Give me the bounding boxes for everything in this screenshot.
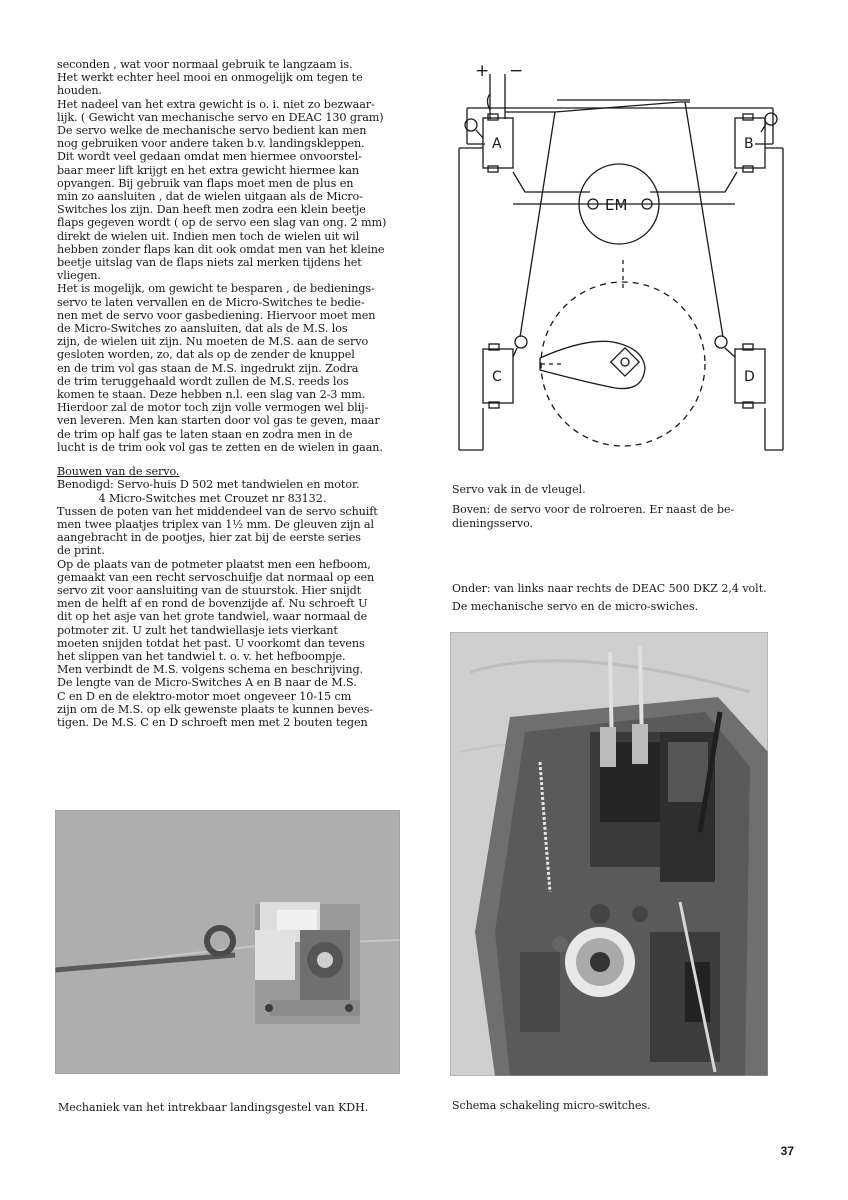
text-line: en de trim vol gas staan de M.S. ingedrukt zijn. Zodra	[57, 361, 359, 375]
text-line: Het werkt echter heel mooi en onmogelijk om tegen te	[57, 71, 363, 85]
caption-onder-1: Onder: van links naar rechts de DEAC 500 DKZ 2,4 volt.	[452, 582, 767, 595]
text-line: servo te laten vervallen en de Micro-Switches te bedie-	[57, 295, 365, 309]
caption-servo-vak: Servo vak in de vleugel.	[452, 483, 586, 496]
caption-right-photo: Schema schakeling micro-switches.	[452, 1099, 651, 1112]
text-line: hebben zonder flaps kan dit ook omdat men van het kleine	[57, 242, 385, 256]
text-line: baar meer lift krijgt en het extra gewicht hiermee kan	[57, 163, 360, 177]
text-line: seconden , wat voor normaal gebruik te langzaam is.	[57, 58, 353, 71]
text-line: Benodigd: Servo-huis D 502 met tandwielen en motor.	[57, 478, 360, 492]
text-line: min zo aansluiten , dat de wielen uitgaan als de Micro-	[57, 190, 363, 204]
switch-c-label: C	[492, 369, 502, 385]
text-line: tigen. De M.S. C en D schroeft men met 2 bouten tegen	[57, 715, 368, 729]
caption-boven-2: dieningsservo.	[452, 517, 533, 530]
text-line: Het nadeel van het extra gewicht is o. i. niet zo bezwaar-	[57, 97, 375, 111]
section-paragraph	[57, 478, 419, 729]
text-line: komen te staan. Deze hebben n.l. een slag van 2-3 mm.	[57, 388, 366, 402]
text-line: lucht is de trim ook vol gas te zetten en de wielen in gaan.	[57, 440, 383, 454]
article-text	[57, 58, 419, 729]
text-line: De lengte van de Micro-Switches A en B naar de M.S.	[57, 676, 357, 690]
text-line: Hierdoor zal de motor toch zijn volle vermogen wel blij-	[57, 401, 369, 415]
page-number: 37	[780, 1144, 794, 1158]
article-paragraph	[57, 58, 419, 454]
text-line: ven leveren. Men kan starten door vol gas te geven, maar	[57, 414, 380, 428]
plus-sign: +	[475, 61, 490, 81]
text-line: de Micro-Switches zo aansluiten, dat als de M.S. los	[57, 322, 348, 336]
text-line: houden.	[57, 84, 102, 98]
motor-label: EM	[605, 196, 628, 214]
text-line: Het is mogelijk, om gewicht te besparen , de bedienings-	[57, 282, 375, 296]
text-line: nen met de servo voor gasbediening. Hiervoor moet men	[57, 308, 376, 322]
text-line: Tussen de poten van het middendeel van de servo schuift	[57, 504, 378, 518]
text-line: opvangen. Bij gebruik van flaps moet men de plus en	[57, 176, 354, 190]
text-line: de trim op half gas te laten staan en zodra men in de	[57, 427, 353, 441]
text-line: vliegen.	[57, 269, 101, 283]
text-line: zijn om de M.S. op elk gewenste plaats te kunnen beves-	[57, 702, 373, 716]
servo-wiring-photo	[450, 632, 768, 1076]
text-line: Men verbindt de M.S. volgens schema en beschrijving.	[57, 663, 363, 677]
text-line: dit op het asje van het grote tandwiel, waar normaal de	[57, 610, 368, 624]
text-line: C en D en de elektro-motor moet ongeveer 10-15 cm	[57, 689, 352, 703]
text-line: 4 Micro-Switches met Crouzet nr 83132.	[57, 491, 327, 505]
text-line: Dit wordt veel gedaan omdat men hiermee onvoorstel-	[57, 150, 362, 164]
switch-b-label: B	[744, 136, 754, 152]
servo-lever	[540, 341, 645, 388]
switch-a-label: A	[492, 136, 502, 152]
text-line: de trim teruggehaald wordt zullen de M.S. reeds los	[57, 374, 349, 388]
text-line: gesloten worden, zo, dat als op de zender de knuppel	[57, 348, 355, 362]
text-line: moeten snijden totdat het past. U voorkomt dan tevens	[57, 636, 365, 650]
text-line: De servo welke de mechanische servo bedient kan men	[57, 124, 367, 138]
switch-d-label: D	[744, 369, 755, 385]
text-line: servo zit voor aansluiting van de stuurstok. Hier snijdt	[57, 583, 362, 597]
text-line: lijk. ( Gewicht van mechanische servo en DEAC 130 gram)	[57, 110, 384, 124]
minus-sign: −	[509, 61, 524, 81]
text-line: zijn, de wielen uit zijn. Nu moeten de M.S. aan de servo	[57, 335, 369, 349]
text-line: de print.	[57, 544, 105, 558]
text-line: men twee plaatjes triplex van 1½ mm. De gleuven zijn al	[57, 517, 374, 531]
text-line: nog gebruiken voor andere taken b.v. landingskleppen.	[57, 137, 365, 151]
caption-onder-2: De mechanische servo en de micro-swiches.	[452, 600, 699, 613]
text-line: het slippen van het tandwiel t. o. v. het hefboompje.	[57, 649, 346, 663]
servo-travel-circle	[541, 282, 705, 446]
landing-gear-photo	[55, 810, 400, 1074]
text-line: men de helft af en rond de bovenzijde af. Nu schroeft U	[57, 597, 368, 611]
caption-left-photo: Mechaniek van het intrekbaar landingsgestel van KDH.	[58, 1101, 369, 1114]
caption-boven-1: Boven: de servo voor de rolroeren. Er naast de be-	[452, 503, 735, 516]
text-line: flaps gegeven wordt ( op de servo een slag van ong. 2 mm)	[57, 216, 387, 230]
text-line: potmoter zit. U zult het tandwiellasje iets vierkant	[57, 623, 338, 637]
section-heading: Bouwen van de servo.	[57, 465, 180, 479]
text-line: beetje uitslag van de flaps niets zal merken tijdens het	[57, 256, 362, 270]
text-line: direkt de wielen uit. Indien men toch de wielen uit wil	[57, 229, 360, 243]
text-line: Switches los zijn. Dan heeft men zodra een klein beetje	[57, 203, 366, 217]
text-line: gemaakt van een recht servoschuifje dat normaal op een	[57, 570, 375, 584]
text-line: aangebracht in de pootjes, hier zat bij de eerste series	[57, 531, 361, 545]
switch-schematic	[445, 52, 795, 482]
text-line: Op de plaats van de potmeter plaatst men een hefboom,	[57, 557, 371, 571]
